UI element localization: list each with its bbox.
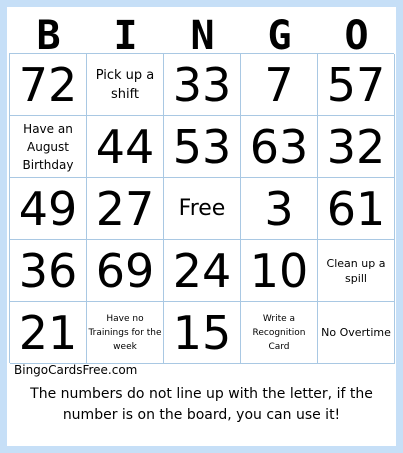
bingo-cell[interactable]: Clean up a spill xyxy=(318,240,395,302)
instructions-note: The numbers do not line up with the letter, if the number is on the board, you can use it! xyxy=(30,386,373,423)
free-space[interactable]: Free xyxy=(164,178,241,240)
bingo-card xyxy=(7,7,396,446)
bingo-cell[interactable]: 44 xyxy=(87,116,164,178)
bingo-cell[interactable]: 57 xyxy=(318,54,395,116)
bingo-cell[interactable]: 21 xyxy=(10,302,87,364)
bingo-cell[interactable]: 36 xyxy=(10,240,87,302)
header-letter-o: O xyxy=(344,13,369,59)
bingo-grid xyxy=(9,53,394,363)
bingo-cell[interactable]: 27 xyxy=(87,178,164,240)
bingo-cell[interactable]: 63 xyxy=(241,116,318,178)
bingo-cell[interactable]: 61 xyxy=(318,178,395,240)
bingo-cell[interactable]: No Overtime xyxy=(318,302,395,364)
header-letter-b: B xyxy=(36,13,61,59)
bingo-cell[interactable]: Have no Trainings for the week xyxy=(87,302,164,364)
bingo-cell[interactable]: Write a Recognition Card xyxy=(241,302,318,364)
bingo-cell[interactable]: 53 xyxy=(164,116,241,178)
header-letter-n: N xyxy=(190,13,215,59)
header-letter-g: G xyxy=(267,13,292,59)
bingo-cell[interactable]: Pick up a shift xyxy=(87,54,164,116)
bingo-cell[interactable]: 24 xyxy=(164,240,241,302)
bingo-cell[interactable]: 7 xyxy=(241,54,318,116)
bingo-cell[interactable]: 69 xyxy=(87,240,164,302)
header-letter-i: I xyxy=(113,13,138,59)
bingo-cell[interactable]: Have an August Birthday xyxy=(10,116,87,178)
site-credit: BingoCardsFree.com xyxy=(14,363,138,377)
bingo-cell[interactable]: 33 xyxy=(164,54,241,116)
bingo-cell[interactable]: 32 xyxy=(318,116,395,178)
bingo-cell[interactable]: 3 xyxy=(241,178,318,240)
bingo-cell[interactable]: 10 xyxy=(241,240,318,302)
bingo-cell[interactable]: 49 xyxy=(10,178,87,240)
bingo-cell[interactable]: 15 xyxy=(164,302,241,364)
bingo-cell[interactable]: 72 xyxy=(10,54,87,116)
